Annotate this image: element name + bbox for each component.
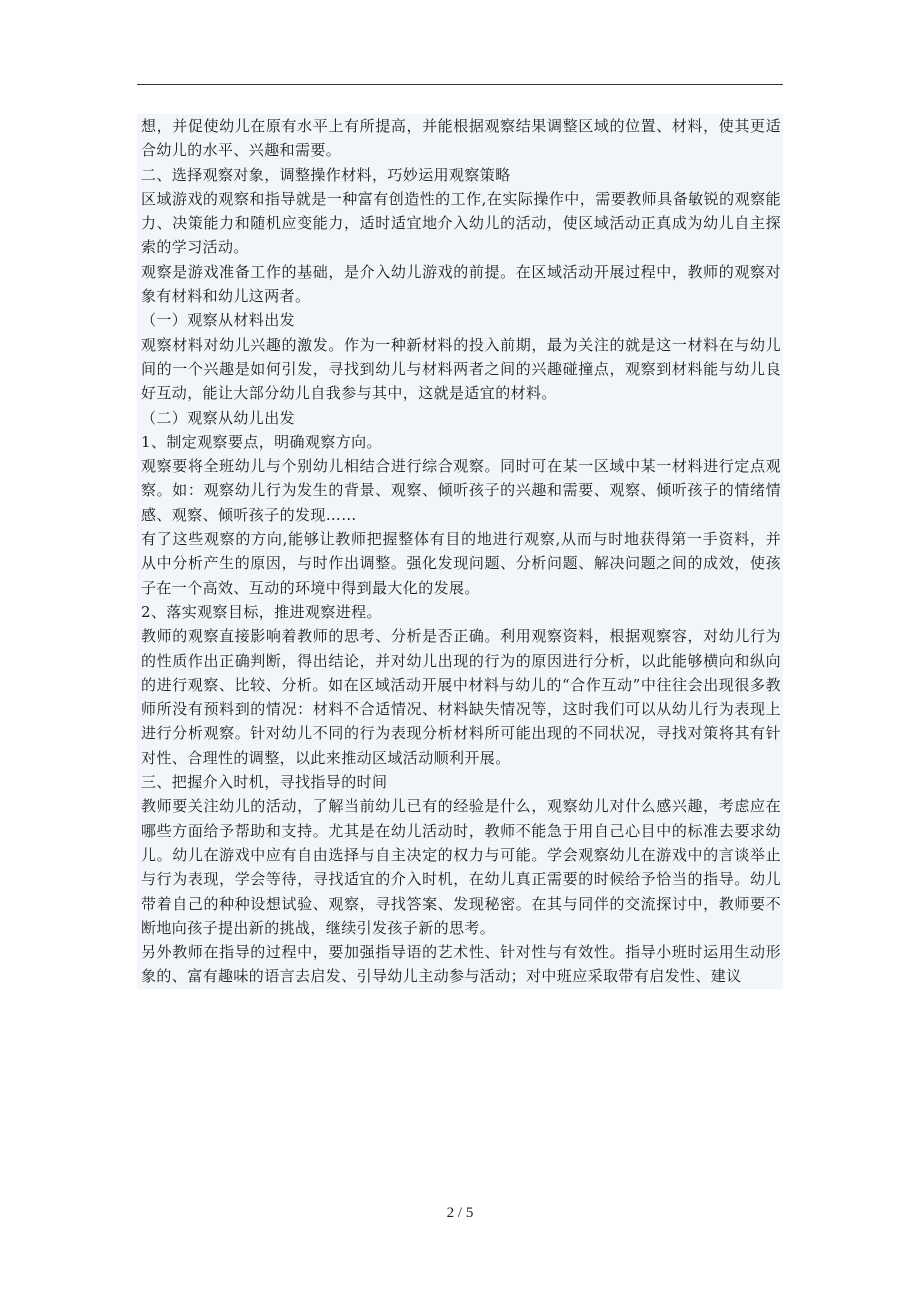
paragraph-continuation: 想，并促使幼儿在原有水平上有所提高，并能根据观察结果调整区域的位置、材料，使其更适合幼儿的水平、兴趣和需要。 bbox=[141, 117, 781, 160]
paragraph: 区域游戏的观察和指导就是一种富有创造性的工作,在实际操作中，需要教师具备敏锐的观察能力、决策能力和随机应变能力，适时适宜地介入幼儿的活动，使区域活动正真成为幼儿自主探索的学习活动。 bbox=[141, 189, 781, 257]
page-number: 2 / 5 bbox=[446, 1205, 474, 1221]
subheading-material: （一）观察从材料出发 bbox=[141, 311, 296, 330]
list-heading-1: 1、制定观察要点，明确观察方向。 bbox=[141, 432, 382, 451]
section-heading-3: 三、把握介入时机，寻找指导的时间 bbox=[141, 773, 388, 792]
paragraph: 另外教师在指导的过程中，要加强指导语的艺术性、针对性与有效性。指导小班时运用生动形象的、富有趣味的语言去启发、引导幼儿主动参与活动；对中班应采取带有启发性、建议 bbox=[141, 943, 781, 986]
subheading-children: （二）观察从幼儿出发 bbox=[141, 408, 296, 427]
paragraph: 观察材料对幼儿兴趣的激发。作为一种新材料的投入前期，最为关注的就是这一材料在与幼儿间的一个兴趣是如何引发，寻找到幼儿与材料两者之间的兴趣碰撞点，观察到材料能与幼儿良好互动，能让大部分幼儿自我参与其中，这就是适宜的材料。 bbox=[141, 335, 781, 403]
header-rule bbox=[137, 84, 783, 85]
paragraph: 观察是游戏准备工作的基础，是介入幼儿游戏的前提。在区域活动开展过程中，教师的观察对象有材料和幼儿这两者。 bbox=[141, 262, 781, 306]
paragraph: 有了这些观察的方向,能够让教师把握整体有目的地进行观察,从而与时地获得第一手资料，并从中分析产生的原因，与时作出调整。强化发现问题、分析问题、解决问题之间的成效，使孩子在一个高效、互动的环境中得到最大化的发展。 bbox=[141, 530, 781, 597]
list-heading-2: 2、落实观察目标，推进观察进程。 bbox=[141, 602, 382, 621]
paragraph: 观察要将全班幼儿与个别幼儿相结合进行综合观察。同时可在某一区域中某一材料进行定点观察。如：观察幼儿行为发生的背景、观察、倾听孩子的兴趣和需要、观察、倾听孩子的情绪情感、观察、倾听孩子的发现…… bbox=[141, 457, 781, 524]
paragraph: 教师的观察直接影响着教师的思考、分析是否正确。利用观察资料，根据观察容，对幼儿行为的性质作出正确判断，得出结论，并对幼儿出现的行为的原因进行分析，以此能够横向和纵向的进行观察、比较、分析。如在区域活动开展中材料与幼儿的“合作互动”中往往会出现很多教师所没有预料到的情况：材料不合适情况、材料缺失情况等，这时我们可以从幼儿行为表现上进行分析观察。针对幼儿不同的行为表现分析材料所可能出现的不同状况，寻找对策将其有针对性、合理性的调整，以此来推动区域活动顺利开展。 bbox=[141, 627, 781, 767]
section-heading-2: 二、选择观察对象，调整操作材料，巧妙运用观察策略 bbox=[141, 165, 511, 184]
paragraph: 教师要关注幼儿的活动，了解当前幼儿已有的经验是什么，观察幼儿对什么感兴趣，考虑应在哪些方面给予帮助和支持。尤其是在幼儿活动时，教师不能急于用自己心目中的标准去要求幼儿。幼儿在游戏中应有自由选择与自主决定的权力与可能。学会观察幼儿在游戏中的言谈举止与行为表现，学会等待，寻找适宜的介入时机，在幼儿真正需要的时候给予恰当的指导。幼儿带着自己的种种设想试验、观察，寻找答案、发现秘密。在其与同伴的交流探讨中，教师要不断地向孩子提出新的挑战，继续引发孩子新的思考。 bbox=[141, 797, 781, 937]
document-body bbox=[137, 114, 783, 989]
